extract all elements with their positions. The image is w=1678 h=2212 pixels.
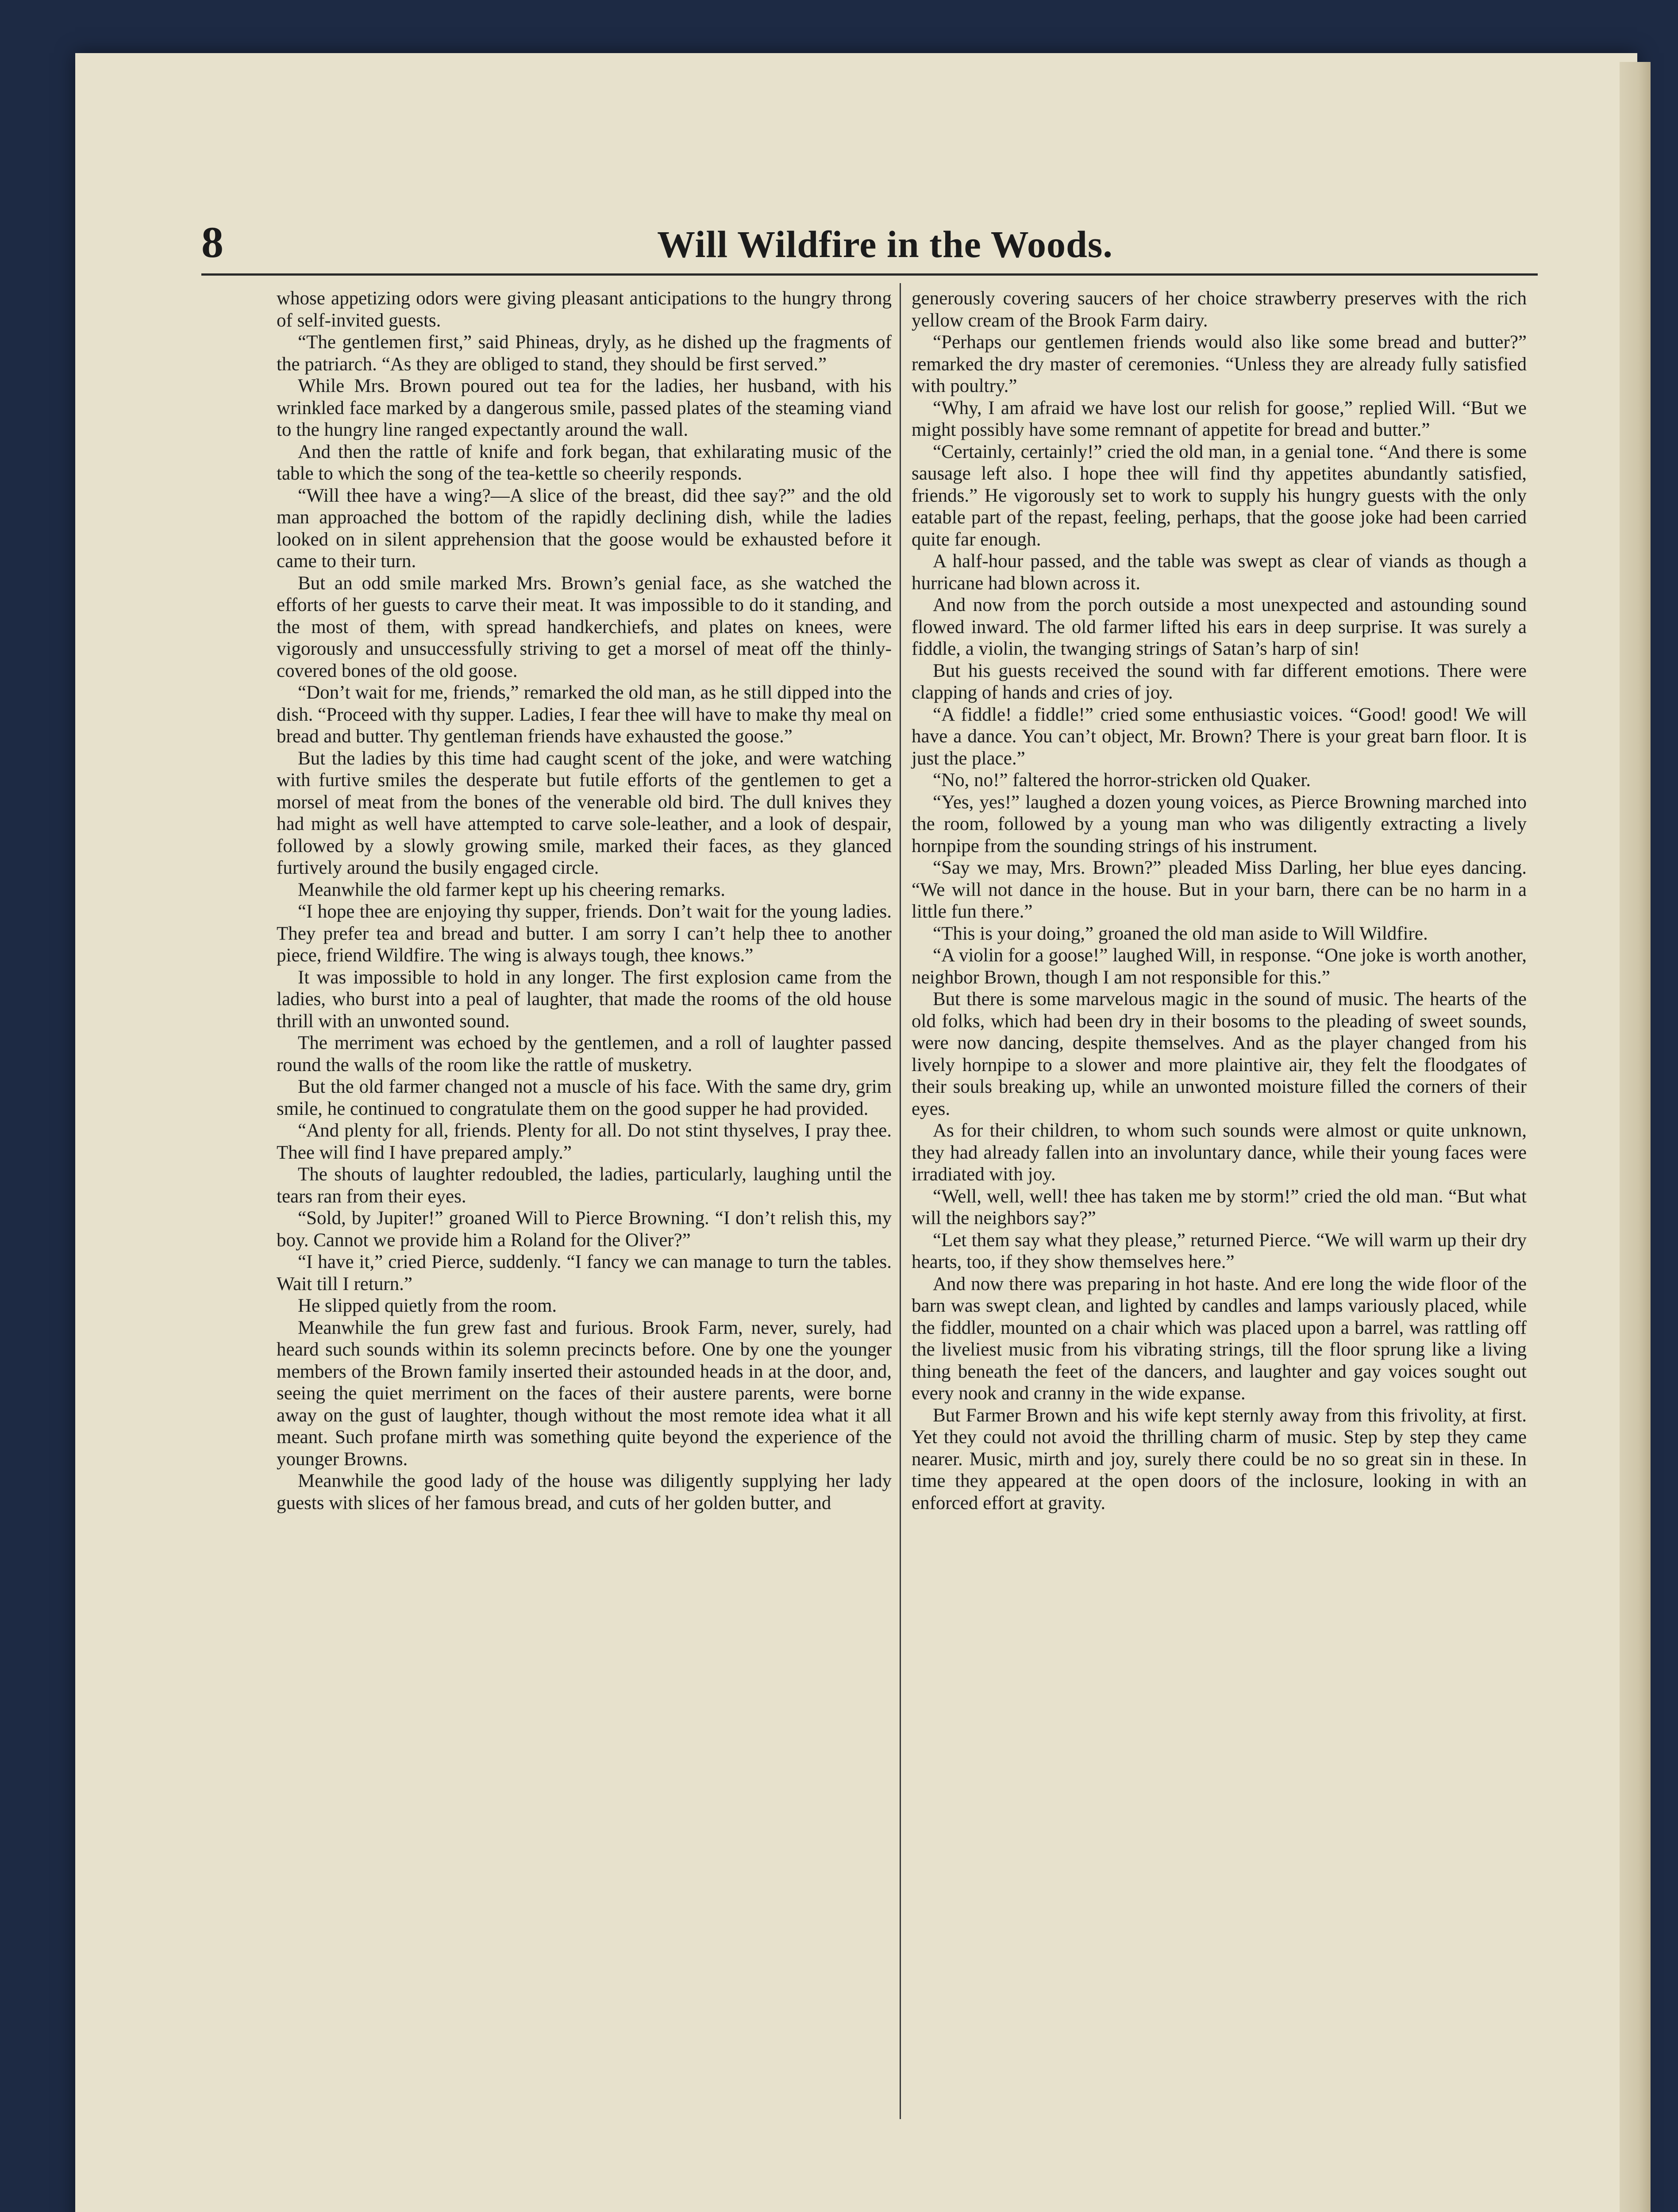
- header-rule: [201, 273, 1538, 276]
- paragraph: “A fiddle! a fiddle!” cried some enthusiastic voices. “Good! good! We will have a dance. You can’t object, Mr. Brown? There is your great barn floor. It is just the place.”: [912, 704, 1527, 769]
- paragraph: The merriment was echoed by the gentlemen, and a roll of laughter passed round the walls of the room like the rattle of musketry.: [277, 1033, 892, 1075]
- paragraph: “Will thee have a wing?—A slice of the breast, did thee say?” and the old man approached the bottom of the rapidly declining dish, while the ladies looked on in silent apprehension that the goose would be exhausted before it came to their turn.: [277, 485, 892, 572]
- paragraph: But the ladies by this time had caught scent of the joke, and were watching with furtive smiles the desperate but futile efforts of the gentlemen to get a morsel of meat from the bones of the venerable old bird. The dull knives they had might as well have attempted to carve sole-leather, and a look of despair, followed by a slowly growing smile, marked their faces, as they glanced furtively around the busily engaged circle.: [277, 748, 892, 878]
- paragraph: “Well, well, well! thee has taken me by storm!” cried the old man. “But what will the neighbors say?”: [912, 1186, 1527, 1229]
- paragraph: “I have it,” cried Pierce, suddenly. “I fancy we can manage to turn the tables. Wait till I return.”: [277, 1252, 892, 1294]
- right-column: [912, 288, 1527, 1514]
- paragraph: “Let them say what they please,” returned Pierce. “We will warm up their dry hearts, too, if they show themselves here.”: [912, 1229, 1527, 1272]
- paragraph: Meanwhile the fun grew fast and furious. Brook Farm, never, surely, had heard such sounds within its solemn precincts before. One by one the younger members of the Brown family inserted their astounded heads in at the door, and, seeing the quiet merriment on the faces of their austere parents, were borne away on the gust of laughter, though without the most remote idea what it all meant. Such profane mirth was something quite beyond the experience of the younger Browns.: [277, 1317, 892, 1470]
- paragraph: generously covering saucers of her choice strawberry preserves with the rich yellow cream of the Brook Farm dairy.: [912, 288, 1527, 331]
- paragraph: “Perhaps our gentlemen friends would also like some bread and butter?” remarked the dry master of ceremonies. “Unless they are already fully satisfied with poultry.”: [912, 332, 1527, 396]
- paragraph: Meanwhile the good lady of the house was diligently supplying her lady guests with slices of her famous bread, and cuts of her golden butter, and: [277, 1471, 892, 1513]
- paragraph: “Sold, by Jupiter!” groaned Will to Pierce Browning. “I don’t relish this, my boy. Cannot we provide him a Roland for the Oliver?”: [277, 1208, 892, 1251]
- paragraph: But Farmer Brown and his wife kept sternly away from this frivolity, at first. Yet they could not avoid the thrilling charm of music. Step by step they came nearer. Music, mirth and joy, surely there could be no so great sin in these. In time they appeared at the open doors of the inclosure, looking in with an enforced effort at gravity.: [912, 1405, 1527, 1513]
- page-number: 8: [201, 218, 223, 267]
- paragraph: “Yes, yes!” laughed a dozen young voices, as Pierce Browning marched into the room, followed by a young man who was diligently extracting a lively hornpipe from the sounding strings of his instrument.: [912, 791, 1527, 856]
- paragraph: As for their children, to whom such sounds were almost or quite unknown, they had already fallen into an involuntary dance, while their young faces were irradiated with joy.: [912, 1120, 1527, 1185]
- paragraph: “Say we may, Mrs. Brown?” pleaded Miss Darling, her blue eyes dancing. “We will not dance in the house. But in your barn, there can be no harm in a little fun there.”: [912, 857, 1527, 922]
- paragraph: And now there was preparing in hot haste. And ere long the wide floor of the barn was swept clean, and lighted by candles and lamps variously placed, while the fiddler, mounted on a chair which was placed upon a barrel, was rattling off the liveliest music from his vibrating strings, till the floor sprung like a living thing beneath the feet of the dancers, and laughter and gay voices sought out every nook and cranny in the wide expanse.: [912, 1273, 1527, 1404]
- paragraph: And now from the porch outside a most unexpected and astounding sound flowed inward. The old farmer lifted his ears in deep surprise. It was surely a fiddle, a violin, the twanging strings of Satan’s harp of sin!: [912, 595, 1527, 659]
- paragraph: But his guests received the sound with far different emotions. There were clapping of hands and cries of joy.: [912, 660, 1527, 703]
- paragraph: The shouts of laughter redoubled, the ladies, particularly, laughing until the tears ran from their eyes.: [277, 1164, 892, 1207]
- paragraph: “And plenty for all, friends. Plenty for all. Do not stint thyselves, I pray thee. Thee will find I have prepared amply.”: [277, 1120, 892, 1163]
- paragraph: Meanwhile the old farmer kept up his cheering remarks.: [298, 879, 725, 900]
- column-divider: [900, 283, 901, 2119]
- paragraph: “No, no!” faltered the horror-stricken old Quaker.: [933, 770, 1311, 791]
- paragraph: “The gentlemen first,” said Phineas, dryly, as he dished up the fragments of the patriarch. “As they are obliged to stand, they should be first served.”: [277, 332, 892, 375]
- paragraph: While Mrs. Brown poured out tea for the ladies, her husband, with his wrinkled face marked by a dangerous smile, passed plates of the steaming viand to the hungry line ranged expectantly around the wall.: [277, 376, 892, 440]
- paragraph: But an odd smile marked Mrs. Brown’s genial face, as she watched the efforts of her guests to carve their meat. It was impossible to do it standing, and the most of them, with spread handkerchiefs, and plates on knees, were vigorously and unsuccessfully striving to get a morsel of meat off the thinly-covered bones of the old goose.: [277, 572, 892, 681]
- paragraph: A half-hour passed, and the table was swept as clear of viands as though a hurricane had blown across it.: [912, 551, 1527, 594]
- paragraph: It was impossible to hold in any longer. The first explosion came from the ladies, who burst into a peal of laughter, that made the rooms of the old house thrill with an unwonted sound.: [277, 967, 892, 1032]
- paragraph: But the old farmer changed not a muscle of his face. With the same dry, grim smile, he continued to congratulate them on the good supper he had provided.: [277, 1076, 892, 1119]
- running-title: Will Wildfire in the Woods.: [657, 223, 1113, 265]
- paragraph: whose appetizing odors were giving pleasant anticipations to the hungry throng of self-invited guests.: [277, 288, 892, 331]
- paragraph: “I hope thee are enjoying thy supper, friends. Don’t wait for the young ladies. They prefer tea and bread and butter. I am sorry I can’t help thee to another piece, friend Wildfire. The wing is always tough, thee knows.”: [277, 901, 892, 966]
- paragraph: And then the rattle of knife and fork began, that exhilarating music of the table to which the song of the tea-kettle so cheerily responds.: [277, 441, 892, 484]
- paragraph: He slipped quietly from the room.: [298, 1295, 557, 1316]
- page-header: [201, 217, 1529, 274]
- paragraph: But there is some marvelous magic in the sound of music. The hearts of the old folks, which had been dry in their bosoms to the pleading of sweet sounds, were now dancing, despite themselves. And as the player changed from his lively hornpipe to a slower and more plaintive air, they felt the floodgates of their souls breaking up, while an unwonted moisture filled the corners of their eyes.: [912, 989, 1527, 1119]
- next-page-edge: [1620, 62, 1651, 2212]
- paragraph: “Why, I am afraid we have lost our relish for goose,” replied Will. “But we might possibly have some remnant of appetite for bread and butter.”: [912, 397, 1527, 440]
- paragraph: “Certainly, certainly!” cried the old man, in a genial tone. “And there is some sausage left also. I hope thee will find thy appetites abundantly satisfied, friends.” He vigorously set to work to supply his hungry guests with the only eatable part of the repast, feeling, perhaps, that the goose joke had been carried quite far enough.: [912, 441, 1527, 550]
- paragraph: “This is your doing,” groaned the old man aside to Will Wildfire.: [933, 923, 1428, 944]
- paragraph: “A violin for a goose!” laughed Will, in response. “One joke is worth another, neighbor Brown, though I am not responsible for this.”: [912, 945, 1527, 988]
- paragraph: “Don’t wait for me, friends,” remarked the old man, as he still dipped into the dish. “Proceed with thy supper. Ladies, I fear thee will have to make thy meal on bread and butter. Thy gentleman friends have exhausted the goose.”: [277, 682, 892, 747]
- left-column: [277, 288, 892, 1514]
